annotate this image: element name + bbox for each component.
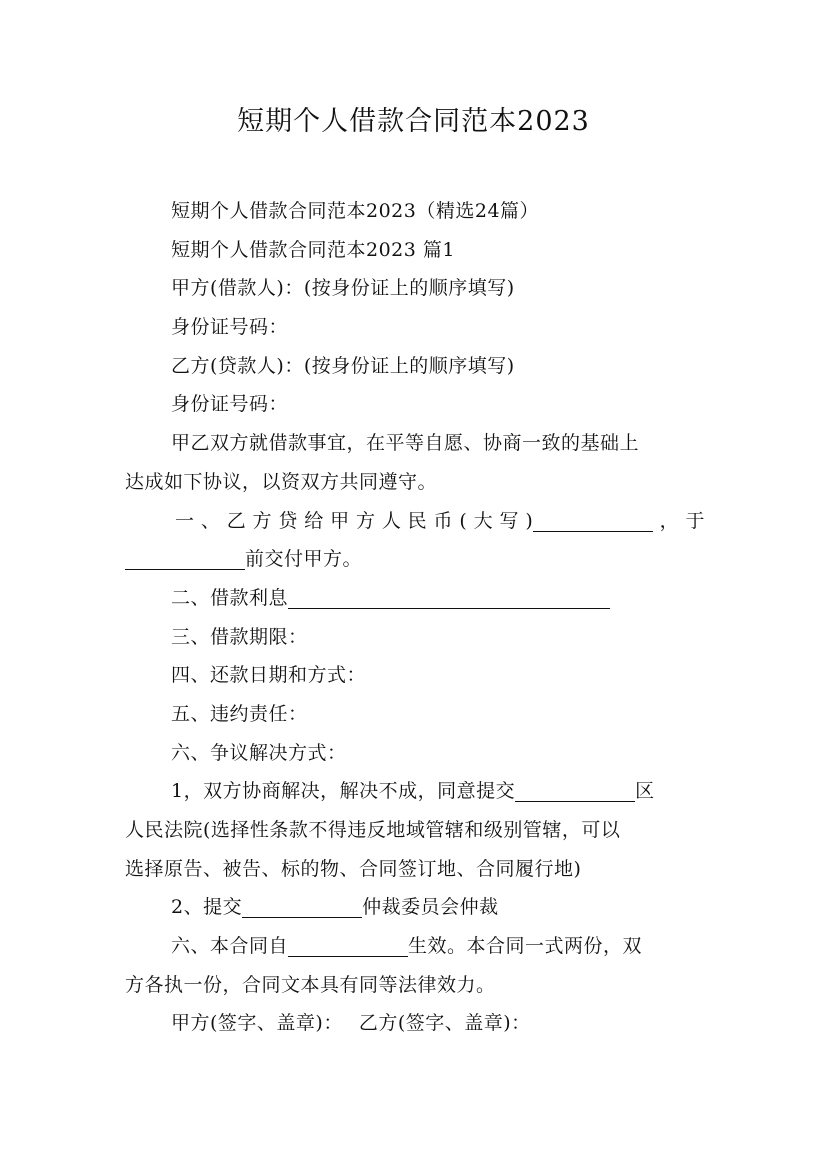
effective-clause-line-2: 方各执一份，合同文本具有同等法律效力。 xyxy=(125,973,496,996)
party-b-line: 乙方(贷款人)：(按身份证上的顺序填写) xyxy=(171,354,515,377)
dispute-option-1-line-2: 人民法院(选择性条款不得违反地域管辖和级别管辖，可以 xyxy=(125,819,621,841)
party-a-line: 甲方(借款人)：(按身份证上的顺序填写) xyxy=(171,277,515,300)
document-body xyxy=(125,192,705,1043)
document-title: 短期个人借款合同范本2023 xyxy=(237,106,590,137)
clause-breach: 五、违约责任： xyxy=(171,702,308,725)
dispute-option-2-label: 2、提交 xyxy=(171,896,243,919)
effective-date-blank xyxy=(288,932,408,957)
amount-blank xyxy=(533,507,653,532)
clause-term: 三、借款期限： xyxy=(171,625,308,648)
signature-party-a: 甲方(签字、盖章)： xyxy=(171,1012,343,1035)
delivery-date-blank xyxy=(125,545,245,570)
effective-clause-line-1 xyxy=(125,927,705,966)
dispute-option-2 xyxy=(125,888,705,927)
arbitration-blank xyxy=(242,893,362,918)
clause-loan-delivery-text: 前交付甲方。 xyxy=(245,548,363,571)
dispute-option-1-suffix: 区 xyxy=(635,780,655,803)
clause-dispute: 六、争议解决方式： xyxy=(171,741,347,764)
effective-clause-suffix: 生效。本合同一式两份，双 xyxy=(408,935,643,958)
clause-loan-amount-suffix: ，于 xyxy=(653,509,705,532)
dispute-option-2-suffix: 仲裁委员会仲裁 xyxy=(362,896,499,919)
dispute-option-1-line-3: 选择原告、被告、标的物、合同签订地、合同履行地) xyxy=(125,857,582,880)
court-blank xyxy=(515,777,635,802)
signature-line xyxy=(125,1004,705,1043)
subtitle-line: 短期个人借款合同范本2023（精选24篇） xyxy=(171,200,540,222)
agreement-intro-line-1: 甲乙双方就借款事宜，在平等自愿、协商一致的基础上 xyxy=(171,432,640,455)
dispute-option-1-label: 1，双方协商解决，解决不成，同意提交 xyxy=(171,780,516,803)
effective-clause-label: 六、本合同自 xyxy=(171,935,289,958)
clause-repayment: 四、还款日期和方式： xyxy=(171,664,367,687)
dispute-option-1-line-1 xyxy=(125,772,705,811)
party-b-id-line: 身份证号码： xyxy=(171,393,289,416)
interest-blank xyxy=(288,584,610,609)
clause-loan-delivery xyxy=(125,540,705,579)
clause-loan-amount-label: 一、乙方贷给甲方人民币(大写) xyxy=(175,509,534,532)
section-heading: 短期个人借款合同范本2023 篇1 xyxy=(171,238,455,261)
clause-interest-label: 二、借款利息 xyxy=(171,586,289,609)
clause-interest xyxy=(125,579,705,618)
signature-party-b: 乙方(签字、盖章)： xyxy=(358,1012,531,1035)
party-a-id-line: 身份证号码： xyxy=(171,316,289,339)
clause-loan-amount xyxy=(125,502,705,541)
agreement-intro-line-2: 达成如下协议，以资双方共同遵守。 xyxy=(125,470,438,493)
